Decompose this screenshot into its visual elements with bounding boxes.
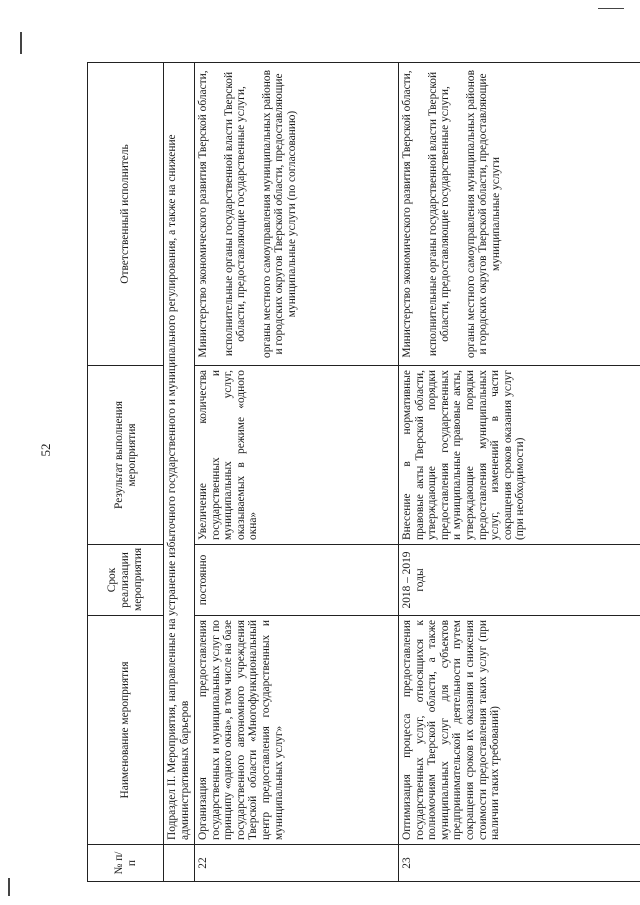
- row-measure-name: Организация предоставления государственных и муниципальных услуг по принципу «одного окна», в том числе на базе государственного автономного учреждения Тверской области «Многофункциональный центр предоставления государственных и муниципальных услуг»: [195, 616, 399, 845]
- scan-edge-mark-corner: [598, 8, 624, 9]
- responsible-line: исполнительные органы государственной власти Тверской области, предоставляющие государственные услуги,: [426, 71, 452, 357]
- responsible-line: органы местного самоуправления муниципальных районов и городских округов Тверской области, предоставляющие муниципальные услуги (по согласованию): [260, 70, 298, 358]
- responsible-line: органы местного самоуправления муниципальных районов и городских округов Тверской области, предоставляющие муниципальные услуги: [464, 70, 502, 358]
- page-number: 52: [38, 443, 53, 457]
- row-measure-name: Оптимизация процесса предоставления государственных услуг, относящихся к полномочиям Тверской области, а также муниципальных услуг для субъектов предпринимательской деятельности путем сокращения сроков их оказания и снижения стоимости предоставления таких услуг (при наличии таких требований): [399, 616, 640, 845]
- subsection-title: Подраздел II. Мероприятия, направленные на устранение избыточного государственного и муниципального регулирования, а также на снижение административных барьеров: [164, 63, 195, 845]
- scan-edge-mark-bottom: [8, 878, 10, 896]
- subsection-row: [164, 63, 195, 882]
- row-responsible: [399, 63, 640, 366]
- row-num: 22: [195, 845, 399, 882]
- header-term: Срок реализации мероприятия: [88, 545, 164, 616]
- row-result: Увеличение количества государственных и муниципальных услуг, оказываемых в режиме «одного окна»: [195, 366, 399, 545]
- responsible-line: исполнительные органы государственной власти Тверской области, предоставляющие государственные услуги,: [222, 71, 248, 357]
- responsible-spacer: [248, 67, 261, 361]
- rotated-table-container: [87, 62, 640, 882]
- row-term: постоянно: [195, 545, 399, 616]
- header-responsible: Ответственный исполнитель: [88, 63, 164, 366]
- measures-table: [87, 62, 640, 882]
- header-num: № п/п: [88, 845, 164, 882]
- row-result: Внесение в нормативные правовые акты Тверской области, утверждающие порядки предоставления государственных и муниципальные правовые акты, утверждающие порядки предоставления муниципальных услуг, изменений в части сокращения сроков оказания услуг (при необходимости): [399, 366, 640, 545]
- responsible-line: Министерство экономического развития Тверской области,: [197, 70, 209, 358]
- responsible-line: Министерство экономического развития Тверской области,: [401, 70, 413, 358]
- table-row-23: [399, 63, 640, 882]
- header-result: Результат выполнения мероприятия: [88, 366, 164, 545]
- header-name: Наименование мероприятия: [88, 616, 164, 845]
- scan-edge-mark-top: [20, 32, 22, 54]
- subsection-num-cell: [164, 845, 195, 882]
- row-num: 23: [399, 845, 640, 882]
- responsible-spacer: [452, 67, 465, 361]
- row-term: 2018 – 2019 годы: [399, 545, 640, 616]
- table-row-22: [195, 63, 399, 882]
- responsible-spacer: [210, 67, 223, 361]
- row-responsible: [195, 63, 399, 366]
- responsible-spacer: [414, 67, 427, 361]
- table-header-row: [88, 63, 164, 882]
